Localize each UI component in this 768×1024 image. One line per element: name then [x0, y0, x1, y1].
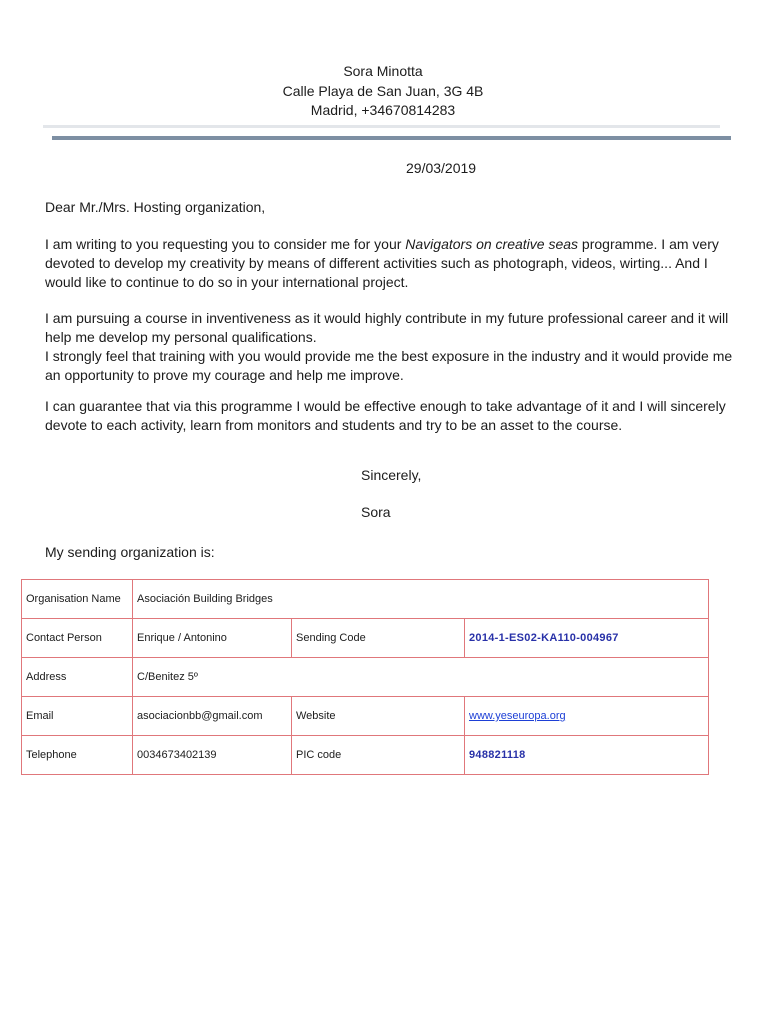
address-value: C/Benitez 5º	[133, 658, 709, 697]
website-cell	[465, 697, 709, 736]
closing: Sincerely,	[361, 467, 422, 483]
paragraph-1-text-end: programme. I am very devoted to develop my creativity by means of different activities such as photograph, videos, wirting... And I would like to continue to do so in your international project.	[45, 236, 719, 290]
paragraph-3: I strongly feel that training with you would provide me the best exposure in the industry and it would provide me an opportunity to prove my courage and help me improve.	[45, 348, 733, 383]
header-divider-light	[43, 125, 720, 128]
email-label: Email	[22, 697, 133, 736]
signature: Sora	[361, 504, 391, 520]
sending-code-label: Sending Code	[292, 619, 465, 658]
sending-organization-table	[21, 579, 709, 775]
org-name-label: Organisation Name	[22, 580, 133, 619]
header-divider	[52, 136, 731, 140]
contact-label: Contact Person	[22, 619, 133, 658]
contact-value: Enrique / Antonino	[133, 619, 292, 658]
sending-code-value: 2014-1-ES02-KA110-004967	[469, 632, 619, 644]
website-label: Website	[292, 697, 465, 736]
sending-code-cell	[465, 619, 709, 658]
sender-name: Sora Minotta	[343, 63, 423, 79]
pic-code-cell	[465, 736, 709, 775]
email-value: asociacionbb@gmail.com	[133, 697, 292, 736]
table-row	[22, 697, 709, 736]
table-row	[22, 658, 709, 697]
paragraph-4: I can guarantee that via this programme I would be effective enough to take advantage of it and I will sincerely devote to each activity, learn from monitors and students and try to be an asset to the course.	[45, 398, 726, 433]
pic-code-value: 948821118	[469, 749, 526, 761]
paragraph-2: I am pursuing a course in inventiveness as it would highly contribute in my future professional career and it will help me develop my personal qualifications.	[45, 310, 729, 345]
table-row	[22, 619, 709, 658]
table-row	[22, 736, 709, 775]
telephone-label: Telephone	[22, 736, 133, 775]
table-row	[22, 580, 709, 619]
address-label: Address	[22, 658, 133, 697]
telephone-value: 0034673402139	[133, 736, 292, 775]
sending-org-intro: My sending organization is:	[45, 544, 215, 560]
letter-header	[0, 62, 768, 121]
letter-date: 29/03/2019	[406, 160, 477, 176]
sender-city-phone: Madrid, +34670814283	[310, 102, 456, 118]
sender-address: Calle Playa de San Juan, 3G 4B	[282, 82, 484, 99]
programme-name: Navigators on creative seas	[405, 236, 579, 252]
paragraph-1-text-start: I am writing to you requesting you to consider me for your	[45, 236, 406, 252]
paragraph-1	[45, 235, 735, 292]
salutation: Dear Mr./Mrs. Hosting organization,	[45, 199, 266, 215]
pic-code-label: PIC code	[292, 736, 465, 775]
website-link[interactable]: www.yeseuropa.org	[469, 710, 566, 722]
org-name-value: Asociación Building Bridges	[133, 580, 709, 619]
